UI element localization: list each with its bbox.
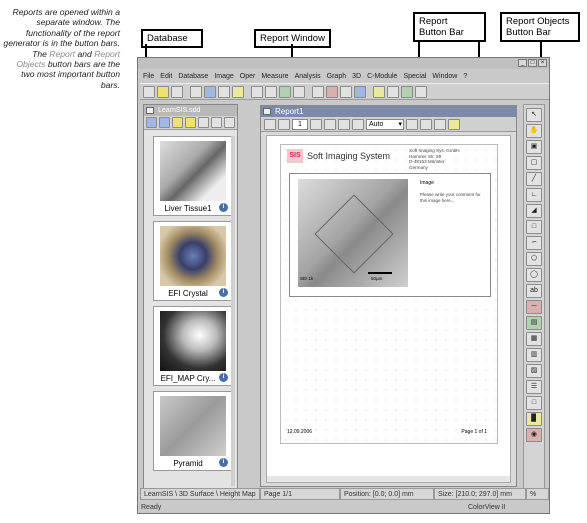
caption-text: Reports are opened within a separate window. The functionality of the report generator is in the button bars. The Report and Report Objects button bars are the two most important button bars.: [3, 7, 120, 90]
app-name: ColorView II: [468, 504, 506, 511]
stamp-icon[interactable]: ◉: [526, 428, 542, 442]
database-icon[interactable]: [312, 86, 324, 98]
analysis-icon[interactable]: [340, 86, 352, 98]
measure-icon[interactable]: [279, 86, 291, 98]
report-objects-button-bar: [523, 104, 545, 490]
scalebar-object-icon[interactable]: ─: [526, 300, 542, 314]
frame-object-icon[interactable]: □: [526, 396, 542, 410]
menu-measure[interactable]: Measure: [261, 73, 289, 80]
menu-database[interactable]: Database: [178, 73, 209, 80]
zoom-in-icon[interactable]: [406, 119, 418, 130]
report-button-bar: [261, 117, 516, 132]
color-chart-icon[interactable]: ▉: [526, 412, 542, 426]
info-icon[interactable]: i: [219, 288, 228, 297]
thumbnail-label: Liver Tissue1: [164, 204, 212, 213]
folder-up-icon[interactable]: [172, 117, 183, 128]
line-icon[interactable]: ╱: [526, 172, 542, 186]
database-scrollbar[interactable]: [231, 136, 235, 486]
thumbnail-image: [160, 226, 226, 286]
thumbnail-item[interactable]: [153, 391, 233, 471]
print-report-icon[interactable]: [448, 119, 460, 130]
status-db-path: LearnSIS \ 3D Surface \ Height Map: [140, 488, 260, 500]
rectangle-icon[interactable]: □: [526, 220, 542, 234]
thumbnail-label: Pyramid: [173, 459, 203, 468]
status-zoom: %: [526, 488, 549, 500]
zoom-out-icon[interactable]: [420, 119, 432, 130]
text-icon[interactable]: ab: [526, 284, 542, 298]
hand-icon[interactable]: ✋: [526, 124, 542, 138]
next-page-icon[interactable]: [310, 119, 322, 130]
report-page: [280, 144, 498, 444]
callout-report-window: Report Window: [254, 29, 331, 48]
thumbnail-image: [160, 141, 226, 201]
image-object-icon[interactable]: ▢: [526, 156, 542, 170]
menu-help[interactable]: ?: [463, 73, 468, 80]
help-icon[interactable]: [415, 86, 427, 98]
info-icon[interactable]: i: [219, 458, 228, 467]
list-view-icon[interactable]: [211, 117, 222, 128]
maximize-button[interactable]: □: [528, 59, 537, 67]
graph-object-icon[interactable]: ▤: [526, 316, 542, 330]
angle-line-icon[interactable]: ∟: [526, 188, 542, 202]
prev-page-icon[interactable]: [278, 119, 290, 130]
report-footer-date: 12.09.2006: [287, 429, 313, 435]
chart-object-icon[interactable]: ▥: [526, 348, 542, 362]
status-position: Position: [0.0; 0.0] mm: [340, 488, 434, 500]
thumbnail-item[interactable]: [153, 306, 233, 386]
menu-special[interactable]: Special: [403, 73, 427, 80]
menu-analysis[interactable]: Analysis: [294, 73, 321, 80]
page-object-icon[interactable]: ▣: [526, 140, 542, 154]
delete-page-icon[interactable]: [352, 119, 364, 130]
app-titlebar: [138, 58, 549, 69]
company-logo: SIS: [287, 149, 303, 163]
report-image-frame[interactable]: [289, 173, 491, 297]
new-file-icon[interactable]: [143, 86, 155, 98]
thumbnail-item[interactable]: [153, 136, 233, 216]
menu-edit[interactable]: Edit: [160, 73, 173, 80]
report-scrollbar[interactable]: [267, 476, 510, 482]
thumbnail-image: [160, 311, 226, 371]
minimize-button[interactable]: _: [518, 59, 527, 67]
company-address: Soft Imaging Sys. GmbH Hammer Str. 89 D-48153 Münster Germany: [409, 148, 460, 170]
add-page-icon[interactable]: [338, 119, 350, 130]
report-title: Report1: [261, 106, 516, 117]
new-folder-icon[interactable]: [185, 117, 196, 128]
application-window: [137, 57, 550, 514]
menu-bar: [140, 71, 549, 82]
report-footer-page: Page 1 of 1: [461, 429, 487, 435]
triangle-icon[interactable]: ◢: [526, 204, 542, 218]
close-button[interactable]: ×: [538, 59, 547, 67]
open-folder-icon[interactable]: [157, 86, 169, 98]
image-info-label: SEI 1k: [300, 276, 314, 281]
database-window-icon: [146, 107, 154, 114]
paste-icon[interactable]: [265, 86, 277, 98]
forward-arrow-icon[interactable]: [159, 117, 170, 128]
table-object-icon[interactable]: ▦: [526, 332, 542, 346]
zoom-select[interactable]: Auto ▾: [366, 119, 404, 130]
callout-report-button-bar: Report Button Bar: [413, 12, 486, 42]
print-icon[interactable]: [190, 86, 202, 98]
database-toolbar: [144, 116, 237, 130]
report-icon[interactable]: [326, 86, 338, 98]
status-size: Size: [210.0; 297.0] mm: [434, 488, 526, 500]
info-icon[interactable]: [204, 86, 216, 98]
grid-icon[interactable]: [293, 86, 305, 98]
ellipse-icon[interactable]: ◯: [526, 268, 542, 282]
menu-file[interactable]: File: [143, 73, 155, 80]
pyramid-image: [298, 179, 408, 287]
select-arrow-icon[interactable]: ↖: [526, 108, 542, 122]
thumbnail-list: [153, 136, 233, 476]
scale-label: 50µm: [371, 276, 383, 281]
company-name: Soft Imaging System: [307, 151, 391, 161]
main-toolbar: [140, 83, 549, 100]
callout-database: Database: [141, 29, 203, 48]
save-report-icon[interactable]: [434, 119, 446, 130]
thumbnail-label: EFI Crystal: [168, 289, 208, 298]
tools-icon[interactable]: [373, 86, 385, 98]
report-window-icon: [263, 108, 271, 115]
window-controls: [518, 59, 547, 67]
report-canvas: [266, 135, 511, 483]
status-ready: Ready: [141, 504, 162, 511]
save-icon[interactable]: [171, 86, 183, 98]
menu-oper[interactable]: Oper: [239, 73, 256, 80]
menu-3d[interactable]: 3D: [352, 73, 362, 80]
acquire-icon[interactable]: [218, 86, 230, 98]
status-page: Page 1/1: [260, 488, 340, 500]
database-panel: [143, 104, 238, 499]
first-page-icon[interactable]: [264, 119, 276, 130]
graph-icon[interactable]: [354, 86, 366, 98]
last-page-icon[interactable]: [324, 119, 336, 130]
thumbnail-item[interactable]: [153, 221, 233, 301]
field-object-icon[interactable]: ▨: [526, 364, 542, 378]
thumbnail-view-icon[interactable]: [198, 117, 209, 128]
live-image-icon[interactable]: [232, 86, 244, 98]
status-bar: [140, 488, 549, 500]
scale-bar: [368, 272, 392, 274]
image-title: Image: [420, 180, 434, 186]
database-title: LearnSIS.sdd: [144, 105, 237, 116]
callout-report-objects-bar: Report Objects Button Bar: [500, 12, 580, 42]
layout-icon[interactable]: [401, 86, 413, 98]
info-icon[interactable]: i: [219, 373, 228, 382]
menu-c-module[interactable]: C-Module: [367, 73, 398, 80]
bottom-bar: [138, 502, 549, 514]
report-window: [260, 105, 517, 487]
menu-image[interactable]: Image: [214, 73, 234, 80]
menu-graph[interactable]: Graph: [326, 73, 347, 80]
info-icon[interactable]: i: [219, 203, 228, 212]
options-icon[interactable]: [387, 86, 399, 98]
thumbnail-image: [160, 396, 226, 456]
details-view-icon[interactable]: [224, 117, 235, 128]
image-comment: Please write your comment for this image here...: [420, 192, 481, 203]
polygon-icon[interactable]: ⬠: [526, 252, 542, 266]
list-object-icon[interactable]: ☰: [526, 380, 542, 394]
back-arrow-icon[interactable]: [146, 117, 157, 128]
menu-window[interactable]: Window: [432, 73, 458, 80]
page-number-field[interactable]: 1: [292, 119, 308, 130]
thumbnail-label: EFI_MAP Cry...: [160, 374, 216, 383]
copy-icon[interactable]: [251, 86, 263, 98]
freehand-icon[interactable]: ∽: [526, 236, 542, 250]
